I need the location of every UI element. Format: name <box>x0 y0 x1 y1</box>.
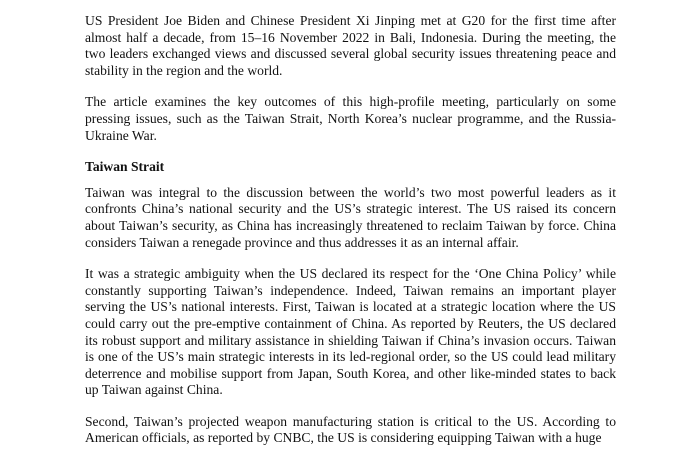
section-heading: Taiwan Strait <box>85 159 165 175</box>
paragraph-intro-1: US President Joe Biden and Chinese President Xi Jinping met at G20 for the first time after almost half a decade, from 15–16 November 2022 in Bali, Indonesia. During the meeting, the two leaders exchanged views and discussed several global security issues threatening peace and stability in the region and the world. <box>85 13 616 78</box>
paragraph-section-1: Taiwan was integral to the discussion between the world’s two most powerful leaders as it confronts China’s national security and the US’s strategic interest. The US raised its concern about Taiwan’s security, as China has increasingly threatened to reclaim Taiwan by force. China considers Taiwan a renegade province and thus addresses it as an internal affair. <box>85 184 616 250</box>
article-body <box>85 13 616 462</box>
paragraph-intro-2: The article examines the key outcomes of this high-profile meeting, particularly on some pressing issues, such as the Taiwan Strait, North Korea’s nuclear programme, and the Russia-Ukraine War. <box>85 94 616 143</box>
paragraph-section-2: It was a strategic ambiguity when the US declared its respect for the ‘One China Policy’ while constantly supporting Taiwan’s independence. Indeed, Taiwan remains an important player serving the US’s national interests. First, Taiwan is located at a strategic location where the US could carry out the pre-emptive containment of China. As reported by Reuters, the US declared its robust support and military assistance in shielding Taiwan if China’s invasion occurs. Taiwan is one of the US’s main strategic interests in its led-regional order, so the US could lead military deterrence and mobilise support from Japan, South Korea, and other like-minded states to back up Taiwan against China. <box>85 266 616 398</box>
paragraph-section-3: Second, Taiwan’s projected weapon manufacturing station is critical to the US. According to American officials, as reported by CNBC, the US is considering equipping Taiwan with a huge <box>85 413 616 446</box>
